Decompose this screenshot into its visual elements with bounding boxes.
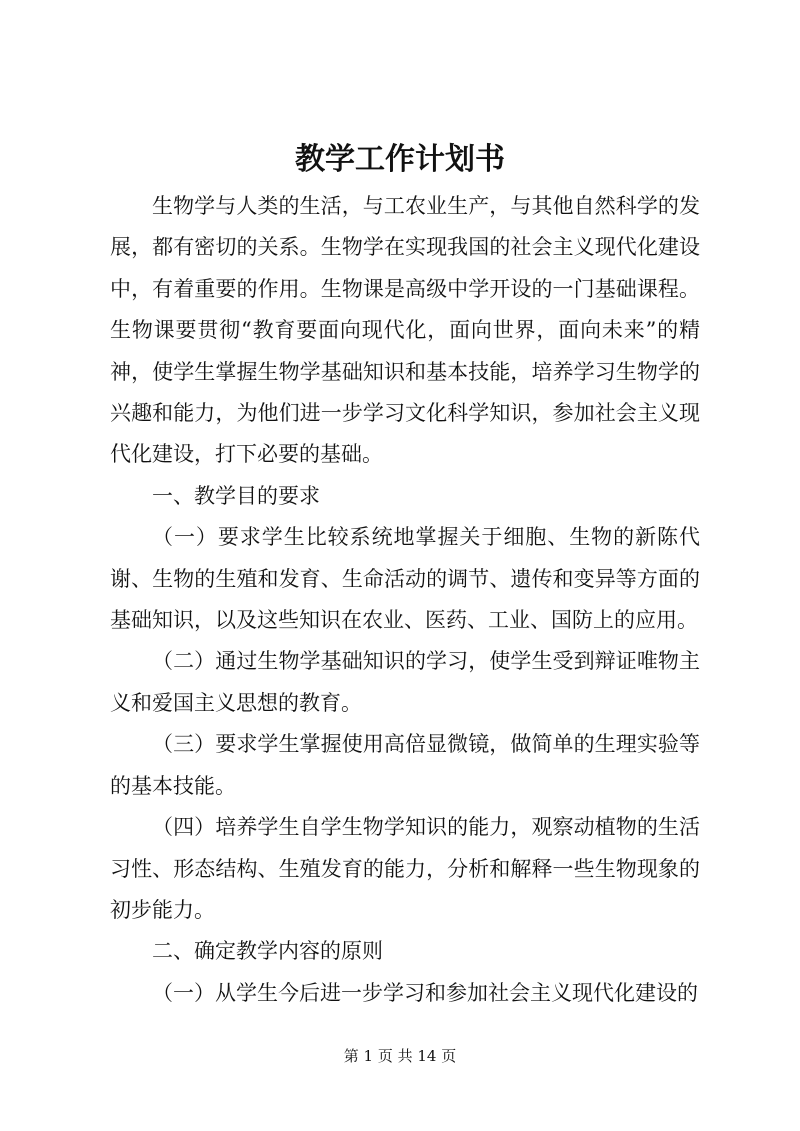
paragraph-item-3: （三）要求学生掌握使用高倍显微镜，做简单的生理实验等的基本技能。 (110, 732, 700, 798)
paragraph-item-1: （一）要求学生比较系统地掌握关于细胞、生物的新陈代谢、生物的生殖和发育、生命活动的调节、遗传和变异等方面的基础知识，以及这些知识在农业、医药、工业、国防上的应用。 (110, 525, 700, 633)
section-heading-2: 二、确定教学内容的原则 (152, 939, 383, 964)
document-body (110, 186, 700, 1014)
document-title: 教学工作计划书 (295, 142, 505, 177)
page-number: 第 1 页 共 14 页 (343, 1047, 457, 1065)
section-heading-1: 一、教学目的要求 (152, 483, 320, 508)
intro-paragraph: 生物学与人类的生活，与工农业生产，与其他自然科学的发展，都有密切的关系。生物学在实现我国的社会主义现代化建设中，有着重要的作用。生物课是高级中学开设的一门基础课程。生物课要贯彻“教育要面向现代化，面向世界，面向未来”的精神，使学生掌握生物学基础知识和基本技能，培养学习生物学的兴趣和能力，为他们进一步学习文化科学知识，参加社会主义现代化建设，打下必要的基础。 (110, 194, 700, 467)
paragraph-item-5: （一）从学生今后进一步学习和参加社会主义现代化建设的 (152, 980, 698, 1005)
paragraph-item-4: （四）培养学生自学生物学知识的能力，观察动植物的生活习性、形态结构、生殖发育的能力，分析和解释一些生物现象的初步能力。 (110, 815, 700, 922)
paragraph-item-2: （二）通过生物学基础知识的学习，使学生受到辩证唯物主义和爱国主义思想的教育。 (110, 649, 700, 715)
